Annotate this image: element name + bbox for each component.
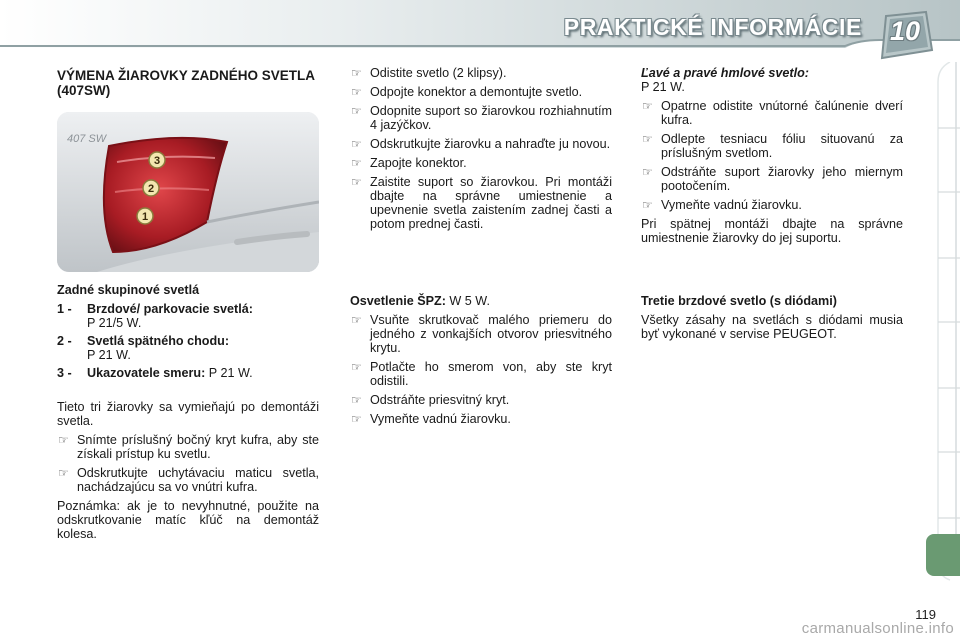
plate-light-label: Osvetlenie ŠPZ: bbox=[350, 294, 446, 308]
instruction-bullet: ☞ Potlačte ho smerom von, aby ste kryt odistili. bbox=[350, 360, 612, 388]
plate-light-value: W 5 W. bbox=[449, 294, 490, 308]
instruction-bullet: ☞ Odskrutkujte žiarovku a nahraďte ju novou. bbox=[350, 137, 612, 151]
instruction-bullet: ☞ Vymeňte vadnú žiarovku. bbox=[350, 412, 612, 426]
instruction-bullet: ☞ Vsuňte skrutkovač malého priemeru do jedného z vonkajších otvorov priesvitného krytu. bbox=[350, 313, 612, 355]
list-item bbox=[57, 302, 319, 330]
column-3-lower bbox=[641, 294, 903, 341]
watermark: carmanualsonline.info bbox=[801, 620, 954, 637]
column-3 bbox=[641, 66, 903, 245]
page-title: PRAKTICKÉ INFORMÁCIE bbox=[563, 14, 862, 40]
item-value: P 21/5 W. bbox=[87, 316, 142, 330]
column-2 bbox=[350, 66, 612, 231]
item-value: P 21 W. bbox=[208, 366, 253, 380]
item-number: 2 - bbox=[57, 334, 72, 348]
instruction-bullet: ☞ Vymeňte vadnú žiarovku. bbox=[641, 198, 903, 212]
section-heading-rear-light: VÝMENA ŽIAROVKY ZADNÉHO SVETLA (407SW) bbox=[57, 68, 315, 98]
item-number: 1 - bbox=[57, 302, 72, 316]
third-brake-heading: Tretie brzdové svetlo (s diódami) bbox=[641, 294, 837, 308]
intro-paragraph: Tieto tri žiarovky sa vymieňajú po demontáži svetla. bbox=[57, 400, 319, 428]
fog-light-note: Pri spätnej montáži dbajte na správne umiestnenie žiarovky do jej suportu. bbox=[641, 217, 903, 245]
item-label: Ukazovatele smeru: bbox=[87, 366, 206, 380]
plate-light-spec bbox=[350, 294, 612, 308]
model-badge: 407 SW bbox=[67, 133, 107, 145]
instruction-bullet: ☞ Snímte príslušný bočný kryt kufra, aby ste získali prístup ku svetlu. bbox=[57, 433, 319, 461]
instruction-bullet: ☞ Odstráňte suport žiarovky jeho miernym pootočením. bbox=[641, 165, 903, 193]
instruction-bullet: ☞ Odskrutkujte uchytávaciu maticu svetla, nachádzajúcu sa vo vnútri kufra. bbox=[57, 466, 319, 494]
item-label: Svetlá spätného chodu: bbox=[87, 334, 230, 348]
list-item bbox=[57, 334, 319, 362]
list-item bbox=[57, 366, 319, 380]
fog-light-heading: Ľavé a pravé hmlové svetlo: bbox=[641, 66, 809, 80]
fog-light-value: P 21 W. bbox=[641, 80, 685, 94]
chapter-number: 10 bbox=[889, 16, 921, 46]
instruction-bullet: ☞ Zaistite suport so žiarovkou. Pri montáži dbajte na správne umiestnenie a upevnenie svetla zaistením zadnej časti a potom prednej časti. bbox=[350, 175, 612, 231]
instruction-bullet: ☞ Odopnite suport so žiarovkou rozhiahnutím 4 jazýčkov. bbox=[350, 104, 612, 132]
instruction-bullet: ☞ Odlepte tesniacu fóliu situovanú za príslušným svetlom. bbox=[641, 132, 903, 160]
callout-1-label: 1 bbox=[141, 211, 149, 223]
subheading-rear-cluster: Zadné skupinové svetlá bbox=[57, 283, 200, 297]
instruction-bullet: ☞ Odpojte konektor a demontujte svetlo. bbox=[350, 85, 612, 99]
column-1 bbox=[57, 68, 319, 98]
callout-3-label: 3 bbox=[153, 155, 161, 167]
rear-light-photo bbox=[57, 112, 319, 272]
page-number: 119 bbox=[915, 607, 936, 622]
instruction-bullet: ☞ Opatrne odistite vnútorné čalúnenie dverí kufra. bbox=[641, 99, 903, 127]
third-brake-text: Všetky zásahy na svetlách s diódami musia byť vykonané v servise PEUGEOT. bbox=[641, 313, 903, 341]
item-number: 3 - bbox=[57, 366, 72, 380]
rear-light-illustration bbox=[57, 112, 319, 272]
column-2-lower bbox=[350, 294, 612, 426]
instruction-bullet: ☞ Odistite svetlo (2 klipsy). bbox=[350, 66, 612, 80]
item-value: P 21 W. bbox=[87, 348, 131, 362]
callout-2-label: 2 bbox=[147, 183, 155, 195]
active-chapter-tab[interactable] bbox=[926, 534, 960, 576]
tab-strip-lines bbox=[926, 62, 960, 582]
instruction-bullet: ☞ Zapojte konektor. bbox=[350, 156, 612, 170]
instruction-bullet: ☞ Odstráňte priesvitný kryt. bbox=[350, 393, 612, 407]
chapter-tab-strip bbox=[926, 62, 960, 582]
item-label: Brzdové/ parkovacie svetlá: bbox=[87, 302, 253, 316]
column-1-lower bbox=[57, 283, 319, 541]
note-paragraph: Poznámka: ak je to nevyhnutné, použite na odskrutkovanie matíc kľúč na demontáž kolesa. bbox=[57, 499, 319, 541]
